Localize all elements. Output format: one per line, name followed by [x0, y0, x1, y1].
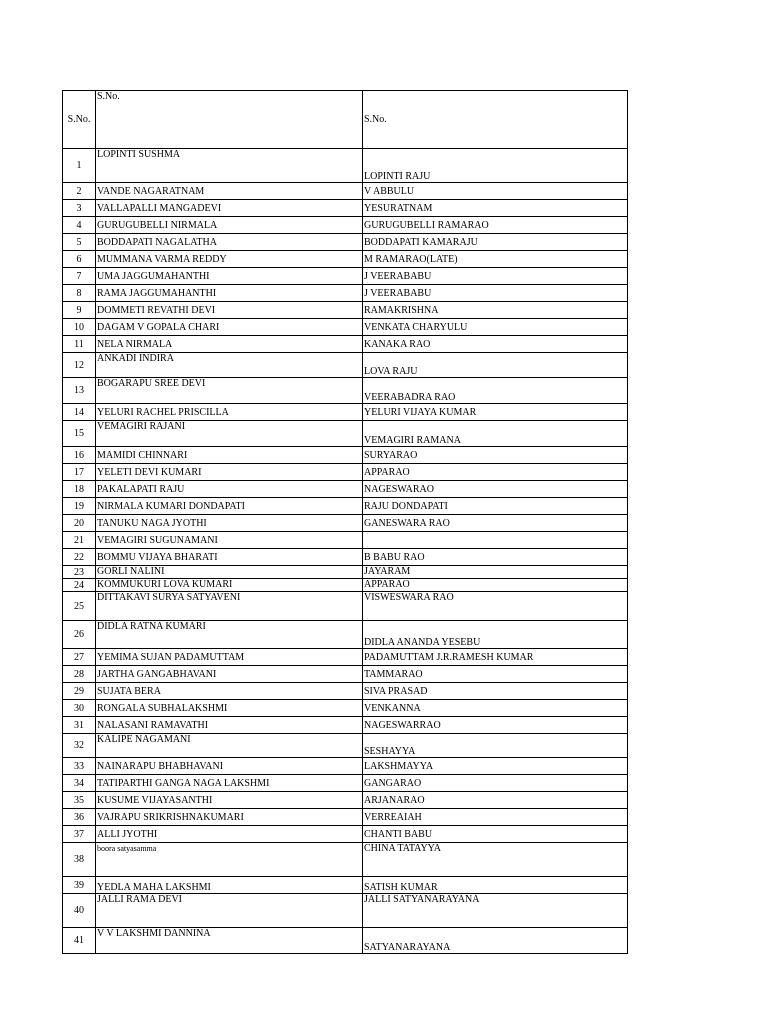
row-sno: 5	[63, 234, 96, 251]
row-name: SUJATA BERA	[96, 683, 363, 700]
header-sno: S.No.	[63, 91, 96, 149]
row-name: YELURI RACHEL PRISCILLA	[96, 404, 363, 421]
row-name: VEMAGIRI SUGUNAMANI	[96, 532, 363, 549]
row-relation: VERREAIAH	[363, 809, 628, 826]
row-name: DAGAM V GOPALA CHARI	[96, 319, 363, 336]
row-sno: 32	[63, 734, 96, 758]
row-name: TATIPARTHI GANGA NAGA LAKSHMI	[96, 775, 363, 792]
row-sno: 39	[63, 877, 96, 894]
row-sno: 37	[63, 826, 96, 843]
row-sno: 27	[63, 649, 96, 666]
row-relation: SATYANARAYANA	[363, 928, 628, 954]
row-name: NALASANI RAMAVATHI	[96, 717, 363, 734]
table-row	[63, 481, 628, 498]
row-relation: APPARAO	[363, 464, 628, 481]
row-name: MAMIDI CHINNARI	[96, 447, 363, 464]
table-row	[63, 700, 628, 717]
row-relation: M RAMARAO(LATE)	[363, 251, 628, 268]
table-row	[63, 734, 628, 758]
table-row	[63, 268, 628, 285]
row-sno: 3	[63, 200, 96, 217]
row-relation: ARJANARAO	[363, 792, 628, 809]
row-name: boora satyasamma	[96, 843, 363, 877]
row-name: VANDE NAGARATNAM	[96, 183, 363, 200]
table-row	[63, 566, 628, 579]
row-sno: 40	[63, 894, 96, 928]
row-relation: J VEERABABU	[363, 285, 628, 302]
row-relation: SESHAYYA	[363, 734, 628, 758]
table-row	[63, 809, 628, 826]
table-row	[63, 758, 628, 775]
row-name: YEMIMA SUJAN PADAMUTTAM	[96, 649, 363, 666]
row-name: V V LAKSHMI DANNINA	[96, 928, 363, 954]
row-relation: VENKATA CHARYULU	[363, 319, 628, 336]
row-name: ANKADI INDIRA	[96, 353, 363, 378]
header-relation: S.No.	[363, 91, 628, 149]
row-name: DITTAKAVI SURYA SATYAVENI	[96, 592, 363, 621]
row-sno: 10	[63, 319, 96, 336]
row-relation: RAJU DONDAPATI	[363, 498, 628, 515]
row-relation: J VEERABABU	[363, 268, 628, 285]
row-relation: VENKANNA	[363, 700, 628, 717]
row-relation: RAMAKRISHNA	[363, 302, 628, 319]
row-sno: 30	[63, 700, 96, 717]
table-body	[63, 91, 628, 954]
row-relation: CHANTI BABU	[363, 826, 628, 843]
row-sno: 23	[63, 566, 96, 579]
table-row	[63, 421, 628, 447]
row-relation: BODDAPATI KAMARAJU	[363, 234, 628, 251]
row-name: RONGALA SUBHALAKSHMI	[96, 700, 363, 717]
row-name: VEMAGIRI RAJANI	[96, 421, 363, 447]
table-row	[63, 683, 628, 700]
row-name: LOPINTI SUSHMA	[96, 149, 363, 183]
table-row	[63, 666, 628, 683]
row-sno: 15	[63, 421, 96, 447]
row-name: YEDLA MAHA LAKSHMI	[96, 877, 363, 894]
table-row	[63, 200, 628, 217]
row-sno: 31	[63, 717, 96, 734]
row-sno: 25	[63, 592, 96, 621]
table-row	[63, 515, 628, 532]
row-name: TANUKU NAGA JYOTHI	[96, 515, 363, 532]
row-relation: YESURATNAM	[363, 200, 628, 217]
row-sno: 13	[63, 378, 96, 404]
row-relation: SURYARAO	[363, 447, 628, 464]
row-relation: LOPINTI RAJU	[363, 149, 628, 183]
row-relation: GANESWARA RAO	[363, 515, 628, 532]
row-name: VALLAPALLI MANGADEVI	[96, 200, 363, 217]
row-name: UMA JAGGUMAHANTHI	[96, 268, 363, 285]
row-name: MUMMANA VARMA REDDY	[96, 251, 363, 268]
table-row	[63, 251, 628, 268]
row-sno: 11	[63, 336, 96, 353]
row-name: GURUGUBELLI NIRMALA	[96, 217, 363, 234]
row-relation: VEMAGIRI RAMANA	[363, 421, 628, 447]
table-row	[63, 549, 628, 566]
row-relation: NAGESWARRAO	[363, 717, 628, 734]
row-sno: 4	[63, 217, 96, 234]
table-row	[63, 404, 628, 421]
row-relation: CHINA TATAYYA	[363, 843, 628, 877]
row-sno: 9	[63, 302, 96, 319]
row-name: DOMMETI REVATHI DEVI	[96, 302, 363, 319]
table-row	[63, 843, 628, 877]
row-name: BODDAPATI NAGALATHA	[96, 234, 363, 251]
header-row	[63, 91, 628, 149]
beneficiary-table	[62, 90, 628, 954]
table-row	[63, 217, 628, 234]
row-relation: JAYARAM	[363, 566, 628, 579]
row-sno: 19	[63, 498, 96, 515]
row-sno: 1	[63, 149, 96, 183]
table-row	[63, 894, 628, 928]
row-relation: GURUGUBELLI RAMARAO	[363, 217, 628, 234]
table-row	[63, 579, 628, 592]
table-row	[63, 149, 628, 183]
table-row	[63, 285, 628, 302]
row-relation: JALLI SATYANARAYANA	[363, 894, 628, 928]
row-sno: 38	[63, 843, 96, 877]
row-sno: 16	[63, 447, 96, 464]
table-row	[63, 498, 628, 515]
row-relation	[363, 532, 628, 549]
table-row	[63, 621, 628, 649]
table-row	[63, 717, 628, 734]
table-row	[63, 649, 628, 666]
row-sno: 29	[63, 683, 96, 700]
row-relation: APPARAO	[363, 579, 628, 592]
row-relation: B BABU RAO	[363, 549, 628, 566]
table-row	[63, 183, 628, 200]
row-name: YELETI DEVI KUMARI	[96, 464, 363, 481]
row-name: KUSUME VIJAYASANTHI	[96, 792, 363, 809]
row-name: ALLI JYOTHI	[96, 826, 363, 843]
row-relation: GANGARAO	[363, 775, 628, 792]
table-row	[63, 775, 628, 792]
row-relation: LOVA RAJU	[363, 353, 628, 378]
row-sno: 6	[63, 251, 96, 268]
table-row	[63, 319, 628, 336]
row-relation: YELURI VIJAYA KUMAR	[363, 404, 628, 421]
row-sno: 18	[63, 481, 96, 498]
row-name: BOGARAPU SREE DEVI	[96, 378, 363, 404]
row-relation: SIVA PRASAD	[363, 683, 628, 700]
row-name: PAKALAPATI RAJU	[96, 481, 363, 498]
table-row	[63, 877, 628, 894]
row-sno: 7	[63, 268, 96, 285]
row-name: NELA NIRMALA	[96, 336, 363, 353]
row-sno: 24	[63, 579, 96, 592]
row-sno: 21	[63, 532, 96, 549]
row-relation: LAKSHMAYYA	[363, 758, 628, 775]
row-relation: VISWESWARA RAO	[363, 592, 628, 621]
table-row	[63, 378, 628, 404]
row-sno: 14	[63, 404, 96, 421]
row-sno: 20	[63, 515, 96, 532]
row-sno: 22	[63, 549, 96, 566]
table-row	[63, 336, 628, 353]
table-row	[63, 353, 628, 378]
row-relation: VEERABADRA RAO	[363, 378, 628, 404]
row-relation: TAMMARAO	[363, 666, 628, 683]
row-relation: NAGESWARAO	[363, 481, 628, 498]
row-sno: 12	[63, 353, 96, 378]
row-sno: 2	[63, 183, 96, 200]
table-row	[63, 826, 628, 843]
row-sno: 8	[63, 285, 96, 302]
row-name: RAMA JAGGUMAHANTHI	[96, 285, 363, 302]
row-relation: V ABBULU	[363, 183, 628, 200]
row-relation: KANAKA RAO	[363, 336, 628, 353]
row-name: JARTHA GANGABHAVANI	[96, 666, 363, 683]
header-name: S.No.	[96, 91, 363, 149]
row-name: NIRMALA KUMARI DONDAPATI	[96, 498, 363, 515]
table-row	[63, 532, 628, 549]
row-name: KOMMUKURI LOVA KUMARI	[96, 579, 363, 592]
row-name: BOMMU VIJAYA BHARATI	[96, 549, 363, 566]
row-relation: PADAMUTTAM J.R.RAMESH KUMAR	[363, 649, 628, 666]
table-row	[63, 592, 628, 621]
row-sno: 17	[63, 464, 96, 481]
table-row	[63, 234, 628, 251]
row-sno: 33	[63, 758, 96, 775]
row-sno: 35	[63, 792, 96, 809]
row-name: KALIPE NAGAMANI	[96, 734, 363, 758]
table-row	[63, 464, 628, 481]
row-name: VAJRAPU SRIKRISHNAKUMARI	[96, 809, 363, 826]
table-row	[63, 302, 628, 319]
row-name: NAINARAPU BHABHAVANI	[96, 758, 363, 775]
row-name: JALLI RAMA DEVI	[96, 894, 363, 928]
row-sno: 34	[63, 775, 96, 792]
table-row	[63, 928, 628, 954]
row-name: DIDLA RATNA KUMARI	[96, 621, 363, 649]
row-relation: DIDLA ANANDA YESEBU	[363, 621, 628, 649]
row-sno: 36	[63, 809, 96, 826]
table-row	[63, 792, 628, 809]
row-name: GORLI NALINI	[96, 566, 363, 579]
row-sno: 41	[63, 928, 96, 954]
table-row	[63, 447, 628, 464]
row-sno: 28	[63, 666, 96, 683]
row-relation: SATISH KUMAR	[363, 877, 628, 894]
row-sno: 26	[63, 621, 96, 649]
